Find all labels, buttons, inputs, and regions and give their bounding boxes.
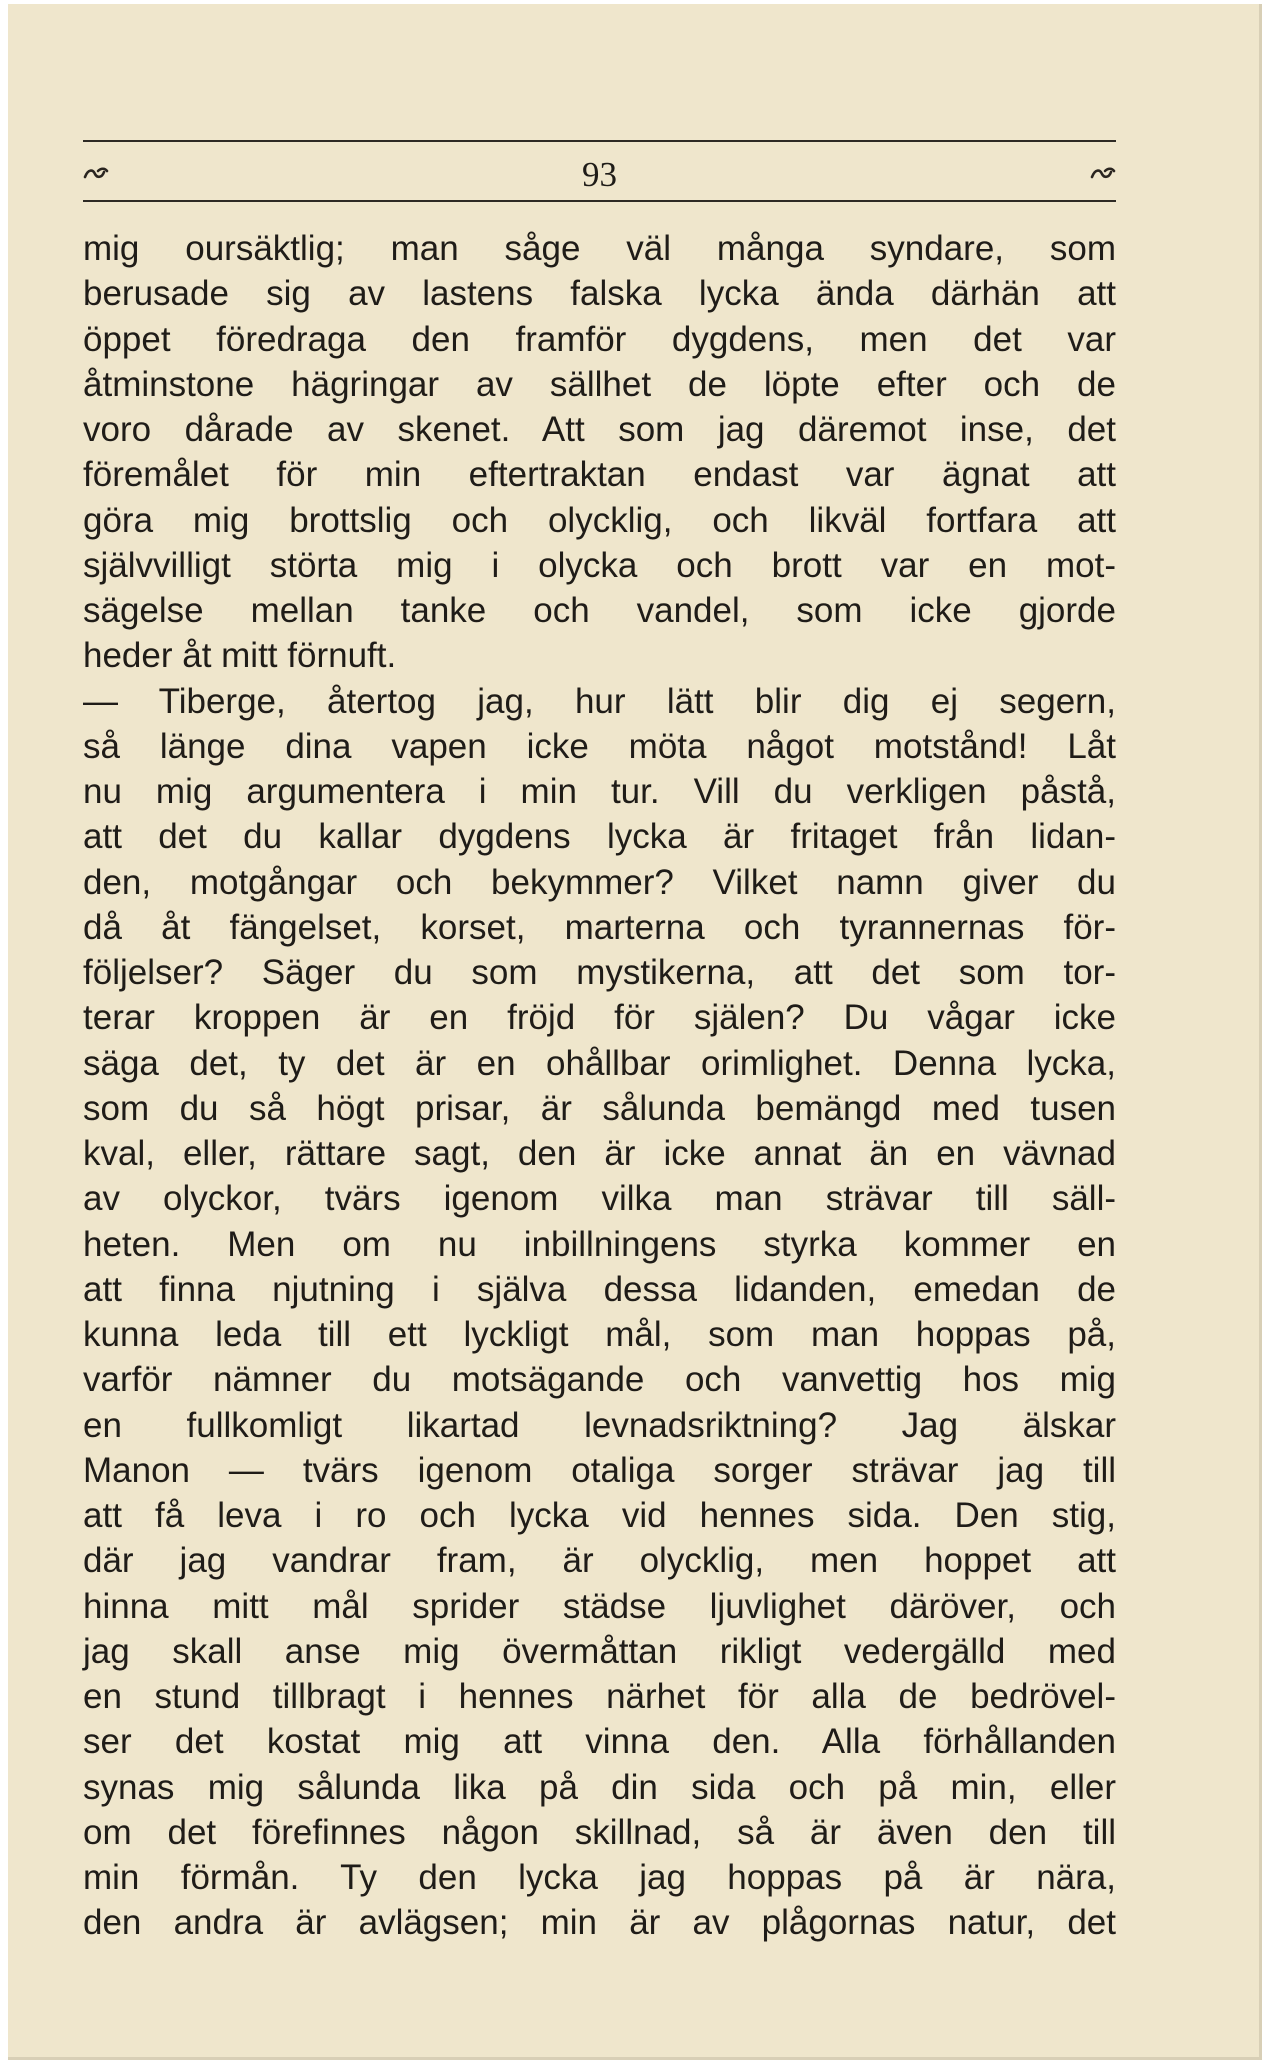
text-line: sägelse mellan tanke och vandel, som icke gjorde	[83, 591, 1116, 630]
fleuron-right-icon	[1090, 166, 1116, 180]
text-line: heten. Men om nu inbillningens styrka kommer en	[83, 1224, 1116, 1264]
text-line: följelser? Säger du som mystikerna, att det som tor-	[83, 953, 1116, 992]
text-line: varför nämner du motsägande och vanvettig hos mig	[83, 1360, 1116, 1400]
text-line: att det du kallar dygdens lycka är fritaget från lidan-	[83, 817, 1116, 857]
text-line: kval, eller, rättare sagt, den är icke annat än en vävnad	[83, 1134, 1116, 1173]
text-line: nu mig argumentera i min tur. Vill du verkligen påstå,	[83, 772, 1116, 811]
text-line: självvilligt störta mig i olycka och brott var en mot-	[83, 545, 1116, 585]
text-line: så länge dina vapen icke möta något motstånd! Låt	[83, 726, 1116, 766]
header-bottom-rule	[83, 200, 1116, 202]
text-line: där jag vandrar fram, är olycklig, men hoppet att	[83, 1541, 1116, 1581]
text-line: som du så högt prisar, är sålunda bemängd med tusen	[83, 1088, 1116, 1128]
text-line: terar kroppen är en fröjd för själen? Du vågar icke	[83, 998, 1116, 1038]
text-line: om det förefinnes någon skillnad, så är även den till	[83, 1812, 1116, 1852]
header-top-rule	[83, 140, 1116, 142]
text-line: att finna njutning i själva dessa lidanden, emedan de	[83, 1269, 1116, 1309]
page-number: 93	[582, 155, 617, 194]
text-line: kunna leda till ett lyckligt mål, som man hoppas på,	[83, 1315, 1116, 1354]
text-line: då åt fängelset, korset, marterna och tyrannernas för-	[83, 907, 1116, 947]
page-header	[83, 140, 1116, 206]
text-line: synas mig sålunda lika på din sida och på min, eller	[83, 1767, 1116, 1807]
text-line: göra mig brottslig och olycklig, och likväl fortfara att	[83, 500, 1116, 540]
text-line: berusade sig av lastens falska lycka ända därhän att	[83, 274, 1116, 314]
text-line: min förmån. Ty den lycka jag hoppas på är nära,	[83, 1858, 1116, 1897]
text-line: mig oursäktlig; man såge väl många syndare, som	[83, 229, 1116, 268]
text-line: ser det kostat mig att vinna den. Alla förhållanden	[83, 1722, 1116, 1762]
text-line: heder åt mitt förnuft.	[83, 636, 397, 676]
text-line: — Tiberge, återtog jag, hur lätt blir dig ej segern,	[83, 681, 1116, 721]
text-line: föremålet för min eftertraktan endast var ägnat att	[83, 455, 1116, 495]
body-text	[83, 226, 1116, 1946]
text-line: en fullkomligt likartad levnadsriktning? Jag älskar	[83, 1405, 1116, 1445]
text-line: jag skall anse mig övermåttan rikligt vedergälld med	[83, 1631, 1116, 1671]
text-line: åtminstone hägringar av sällhet de löpte efter och de	[83, 364, 1116, 404]
text-line: av olyckor, tvärs igenom vilka man strävar till säll-	[83, 1179, 1116, 1219]
text-line: den, motgångar och bekymmer? Vilket namn giver du	[83, 862, 1116, 902]
text-line: den andra är avlägsen; min är av plågornas natur, det	[83, 1903, 1116, 1943]
book-page	[8, 4, 1262, 2060]
text-line: att få leva i ro och lycka vid hennes sida. Den stig,	[83, 1496, 1116, 1535]
text-line: öppet föredraga den framför dygdens, men det var	[83, 319, 1116, 359]
text-line: Manon — tvärs igenom otaliga sorger strävar jag till	[83, 1450, 1116, 1490]
text-line: säga det, ty det är en ohållbar orimlighet. Denna lycka,	[83, 1043, 1116, 1083]
text-line: hinna mitt mål sprider städse ljuvlighet däröver, och	[83, 1586, 1116, 1626]
text-line: voro dårade av skenet. Att som jag däremot inse, det	[83, 410, 1116, 449]
text-line: en stund tillbragt i hennes närhet för alla de bedrövel-	[83, 1677, 1116, 1716]
